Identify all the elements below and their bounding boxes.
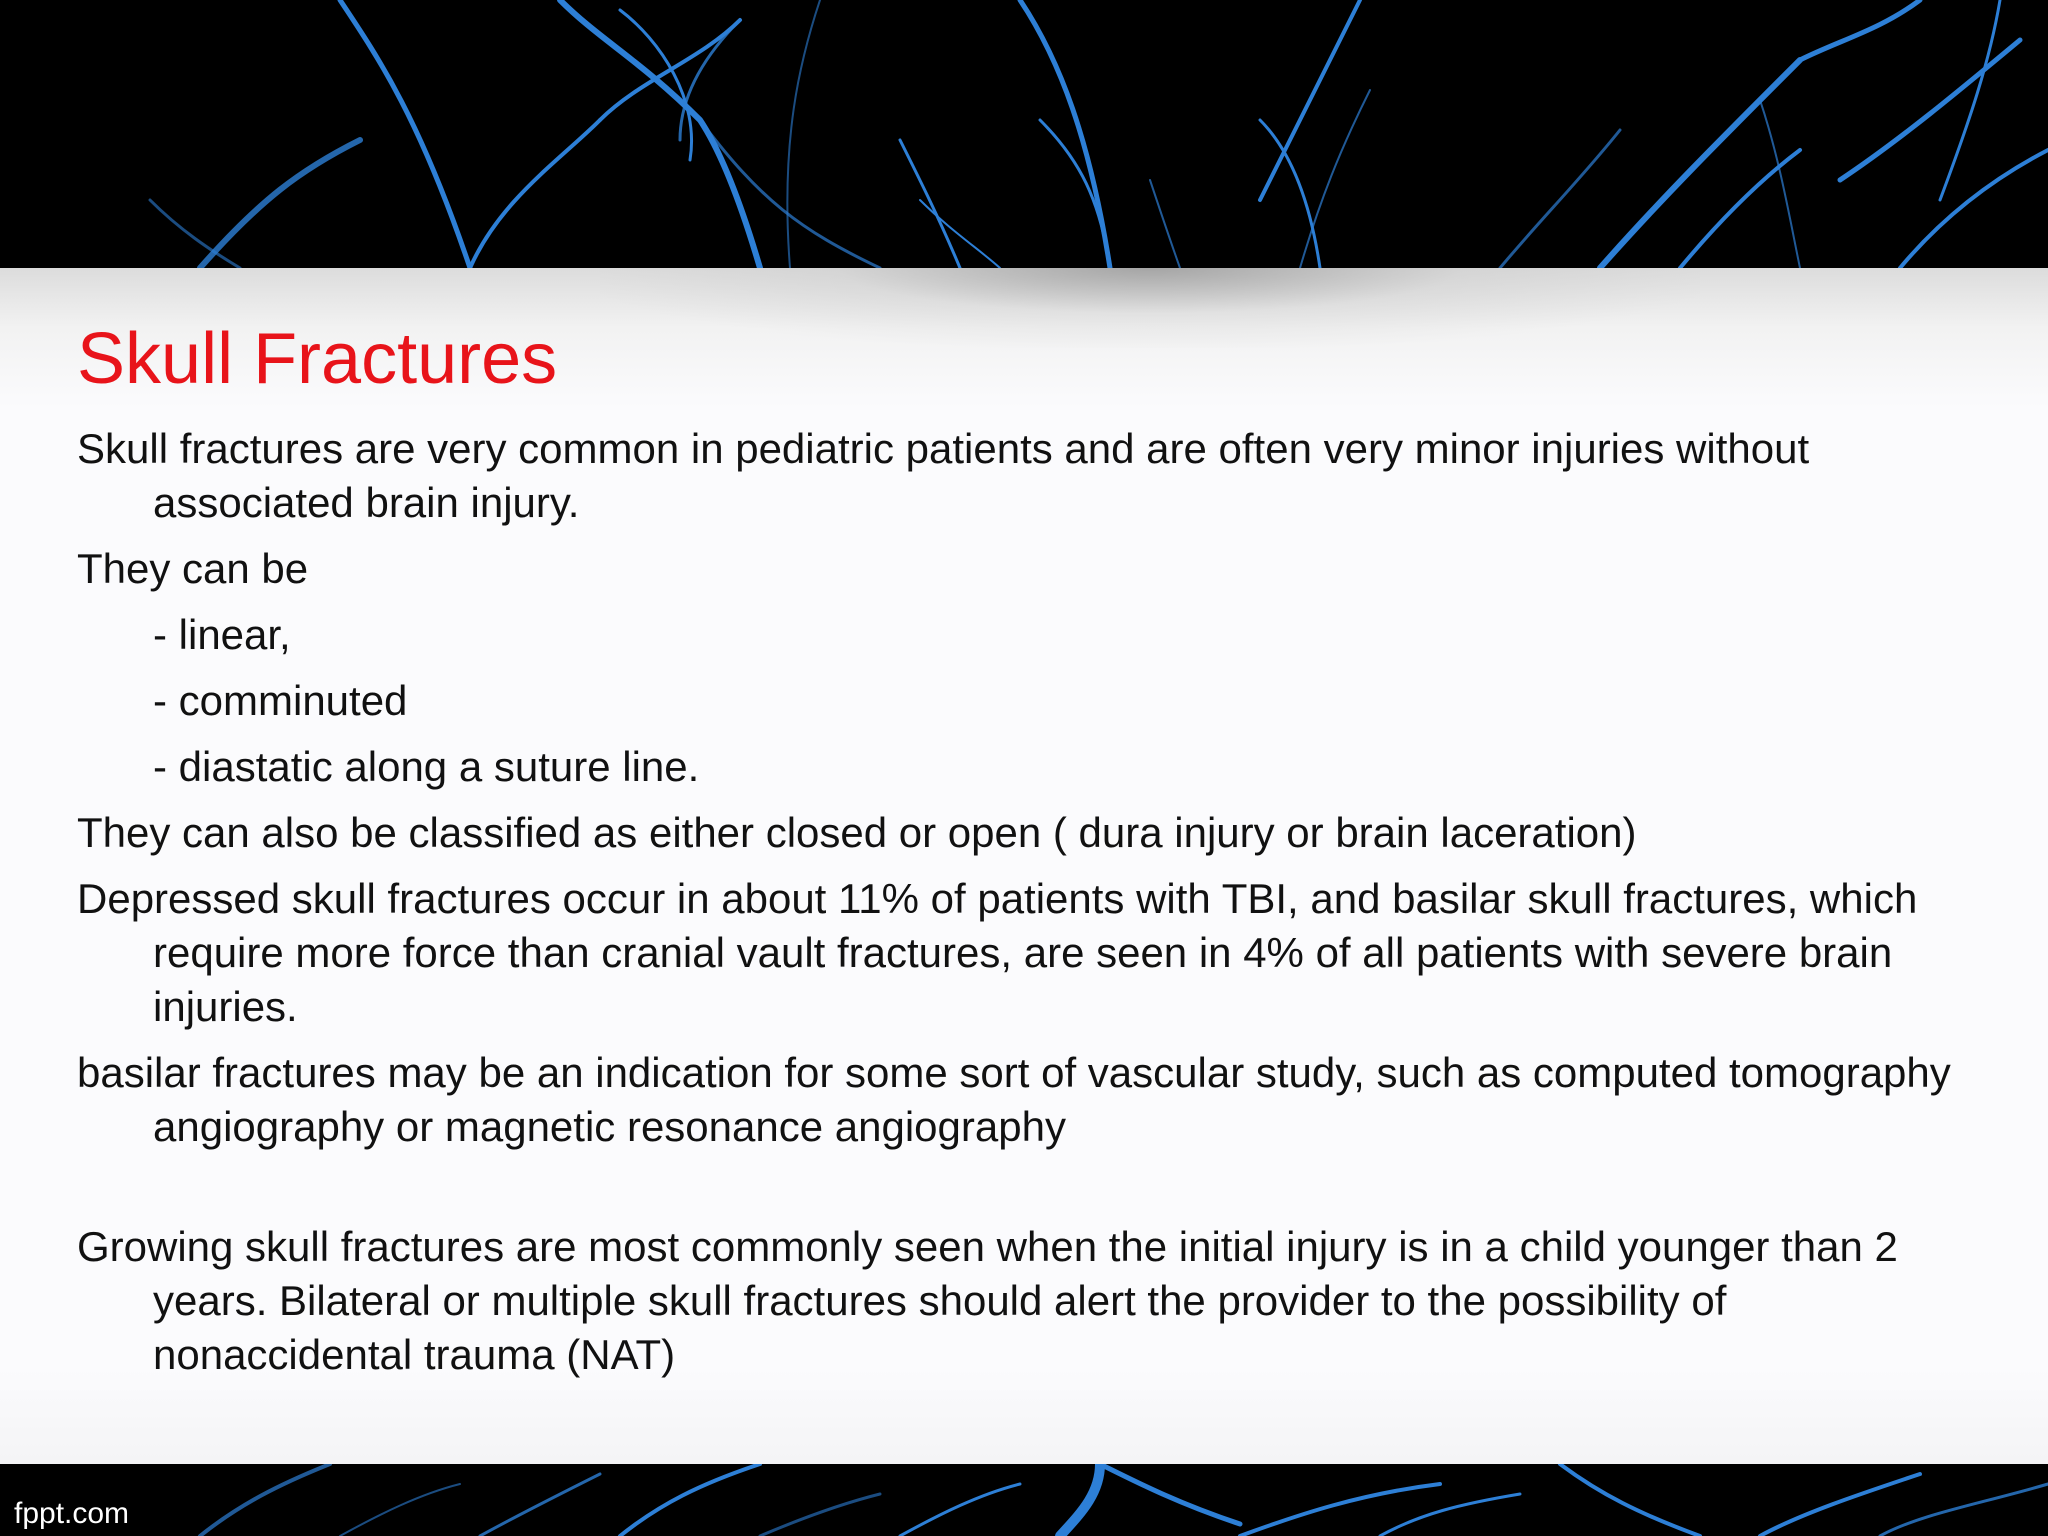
paragraph-common-fractures: Skull fractures are very common in pediatric patients and are often very minor injuries without associated brain injury. [77,425,1810,526]
fracture-type-linear: - linear, [153,611,291,658]
fracture-type-diastatic: - diastatic along a suture line. [153,743,700,790]
spacer [77,1166,1997,1220]
paragraph-closed-or-open: They can also be classified as either closed or open ( dura injury or brain laceration) [77,809,1637,856]
neuron-decoration [0,0,2048,268]
fracture-type-comminuted: - comminuted [153,677,408,724]
top-banner-neuron-image [0,0,2048,268]
paragraph-basilar-fractures: basilar fractures may be an indication for some sort of vascular study, such as computed tomography angiography or magnetic resonance angiography [77,1049,1951,1150]
paragraph-they-can-be: They can be [77,545,309,592]
neuron-decoration-bottom [0,1464,2048,1536]
paragraph-depressed-fractures: Depressed skull fractures occur in about 11% of patients with TBI, and basilar skull fractures, which require more force than cranial vault fractures, are seen in 4% of all patients with severe brain injuries. [77,875,1918,1030]
footer-brand-text: fppt.com [14,1497,130,1530]
slide-body [77,422,1997,1394]
paragraph-growing-fractures: Growing skull fractures are most commonly seen when the initial injury is in a child younger than 2 years. Bilateral or multiple skull fractures should alert the provider to the possibility of nonaccidental trauma (NAT) [77,1223,1898,1378]
slide-title: Skull Fractures [77,319,558,399]
bottom-banner-neuron-image [0,1464,2048,1536]
